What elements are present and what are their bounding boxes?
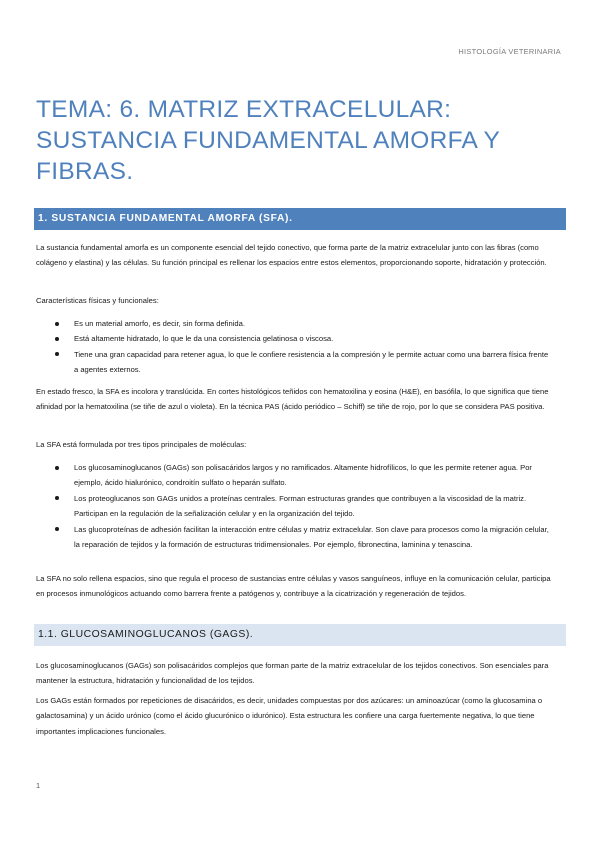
running-header: HISTOLOGÍA VETERINARIA <box>458 47 561 56</box>
list-item: Es un material amorfo, es decir, sin forma definida. <box>36 316 554 331</box>
section-heading: 1. SUSTANCIA FUNDAMENTAL AMORFA (SFA). <box>34 208 566 230</box>
features-list <box>36 316 554 378</box>
list-item: Las glucoproteínas de adhesión facilitan la interacción entre células y matriz extracelular. Son clave para procesos como la migración celular, la reparación de tejidos y la formación de estructuras tridimensionales. Por ejemplo, fibronectina, laminina y tenascina. <box>36 522 554 553</box>
closing-paragraph: La SFA no solo rellena espacios, sino que regula el proceso de sustancias entre células y vasos sanguíneos, influye en la comunicación celular, participa en procesos inmunológicos actuando como barrera frente a patógenos y, contribuye a la cicatrización y regeneración de tejidos. <box>36 574 551 599</box>
page-title <box>36 94 566 187</box>
molecules-label: La SFA está formulada por tres tipos principales de moléculas: <box>36 440 247 449</box>
title-line-2: SUSTANCIA FUNDAMENTAL AMORFA Y <box>36 127 501 154</box>
list-item: Tiene una gran capacidad para retener agua, lo que le confiere resistencia a la compresión y le permite actuar como una barrera física frente a agentes externos. <box>36 347 554 378</box>
features-label: Características físicas y funcionales: <box>36 296 159 305</box>
list-item: Los glucosaminoglucanos (GAGs) son polisacáridos largos y no ramificados. Altamente hidrofílicos, lo que les permite retener agua. Por ejemplo, ácido hialurónico, condroitín sulfato o heparán sulfato. <box>36 460 554 491</box>
list-item: Está altamente hidratado, lo que le da una consistencia gelatinosa o viscosa. <box>36 331 554 346</box>
molecules-list <box>36 460 554 552</box>
page-number: 1 <box>36 781 41 790</box>
staining-paragraph: En estado fresco, la SFA es incolora y translúcida. En cortes histológicos teñidos con hematoxilina y eosina (H&E), en basófila, lo que significa que tiene afinidad por la hematoxilina (se tiñe de azul o violeta). En la técnica PAS (ácido periódico – Schiff) se tiñe de rojo, por lo que se considera PAS positiva. <box>36 387 549 412</box>
gags-paragraph-1: Los glucosaminoglucanos (GAGs) son polisacáridos complejos que forman parte de la matriz extracelular de los tejidos conectivos. Son esenciales para mantener la estructura, hidratación y funcionalidad de los tejidos. <box>36 661 549 686</box>
title-line-3: FIBRAS. <box>36 158 134 185</box>
gags-paragraph-2: Los GAGs están formados por repeticiones de disacáridos, es decir, unidades compuestas por dos azúcares: un aminoazúcar (como la glucosamina o galactosamina) y un ácido urónico (como el ácido glucurónico o idurónico). Esta estructura les confiere una carga fuertemente negativa, lo que tiene importantes implicaciones funcionales. <box>36 696 543 736</box>
list-item: Los proteoglucanos son GAGs unidos a proteínas centrales. Forman estructuras grandes que contribuyen a la viscosidad de la matriz. Participan en la regulación de la señalización celular y en la organización del tejido. <box>36 491 554 522</box>
title-line-1: TEMA: 6. MATRIZ EXTRACELULAR: <box>36 96 452 123</box>
intro-paragraph: La sustancia fundamental amorfa es un componente esencial del tejido conectivo, que forma parte de la matriz extracelular junto con las fibras (como colágeno y elastina) y las células. Su función principal es rellenar los espacios entre estos elementos, proporcionando soporte, hidratación y protección. <box>36 243 547 268</box>
subsection-heading: 1.1. GLUCOSAMINOGLUCANOS (GAGS). <box>34 624 566 646</box>
